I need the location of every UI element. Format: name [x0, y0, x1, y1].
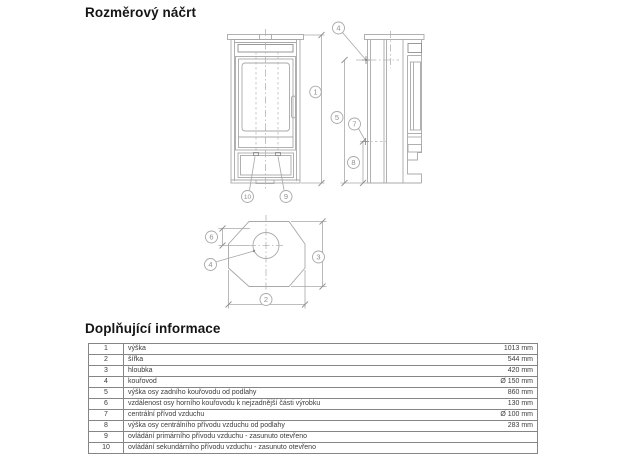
row-value: Ø 150 mm	[500, 378, 533, 385]
primary-air-control	[254, 153, 259, 156]
row-description: centrální přívod vzduchu	[128, 411, 205, 418]
table-row	[89, 420, 537, 431]
dim-air-inlet-height	[348, 139, 367, 187]
table-row	[89, 365, 537, 376]
front-view	[228, 29, 304, 189]
row-value: 544 mm	[507, 356, 533, 363]
vent-grille-side	[408, 44, 422, 53]
row-number: 7	[89, 410, 124, 420]
svg-text:7: 7	[352, 119, 357, 129]
section-title: Doplňující informace	[85, 321, 221, 336]
row-value	[447, 432, 537, 442]
row-description: kouřovod	[128, 378, 157, 385]
row-description: ovládání primárního přívodu vzduchu - zasunuto otevřeno	[128, 433, 307, 440]
row-value: 860 mm	[507, 389, 533, 396]
table-row	[89, 344, 537, 354]
row-number: 5	[89, 388, 124, 398]
door-handle	[292, 96, 296, 118]
table-row	[89, 387, 537, 398]
row-number: 3	[89, 366, 124, 376]
svg-text:2: 2	[263, 295, 269, 305]
row-number: 8	[89, 421, 124, 431]
svg-text:1: 1	[313, 87, 318, 97]
top-view	[229, 215, 306, 292]
row-number: 1	[89, 344, 124, 354]
svg-text:5: 5	[334, 113, 340, 123]
secondary-air-control	[276, 153, 281, 156]
row-description: výška	[128, 345, 146, 352]
dim-height	[301, 32, 325, 186]
table-row	[89, 431, 537, 442]
row-value: Ø 100 mm	[500, 411, 533, 418]
row-value	[447, 443, 537, 453]
row-description: ovládání sekundárního přívodu vzduchu - zasunuto otevřeno	[128, 444, 316, 451]
callout-flue-top	[205, 250, 256, 271]
info-table	[88, 343, 538, 454]
svg-text:8: 8	[351, 158, 356, 168]
callout-air-inlet	[349, 118, 366, 141]
table-row	[89, 409, 537, 420]
svg-text:3: 3	[316, 252, 321, 262]
side-view	[356, 31, 424, 183]
svg-text:9: 9	[283, 192, 289, 202]
row-number: 6	[89, 399, 124, 409]
svg-text:4: 4	[208, 260, 213, 270]
row-number: 2	[89, 355, 124, 365]
row-number: 4	[89, 377, 124, 387]
row-number: 10	[89, 443, 124, 453]
page-title: Rozměrový náčrt	[85, 5, 197, 20]
row-value: 130 mm	[507, 400, 533, 407]
row-number: 9	[89, 432, 124, 442]
dim-flue-to-rear	[206, 226, 251, 249]
svg-text:10: 10	[243, 194, 252, 201]
row-description: hloubka	[128, 367, 153, 374]
callout-flue-side	[333, 22, 368, 61]
dim-width	[226, 270, 309, 309]
row-value: 420 mm	[507, 367, 533, 374]
row-value: 283 mm	[507, 422, 533, 429]
row-value: 1013 mm	[503, 345, 533, 352]
row-description: výška osy zadního kouřovodu od podlahy	[128, 389, 257, 396]
callouts-9-10	[242, 157, 293, 203]
dim-depth	[291, 219, 327, 290]
table-row	[89, 398, 537, 409]
table-row	[89, 376, 537, 387]
row-description: šířka	[128, 356, 144, 363]
table-row	[89, 354, 537, 365]
svg-text:6: 6	[209, 232, 214, 242]
table-row	[89, 442, 537, 453]
row-description: výška osy centrálního přívodu vzduchu od podlahy	[128, 422, 285, 429]
svg-text:4: 4	[336, 23, 341, 33]
row-description: vzdálenost osy horního kouřovodu k nejzadnější části výrobku	[128, 400, 321, 407]
